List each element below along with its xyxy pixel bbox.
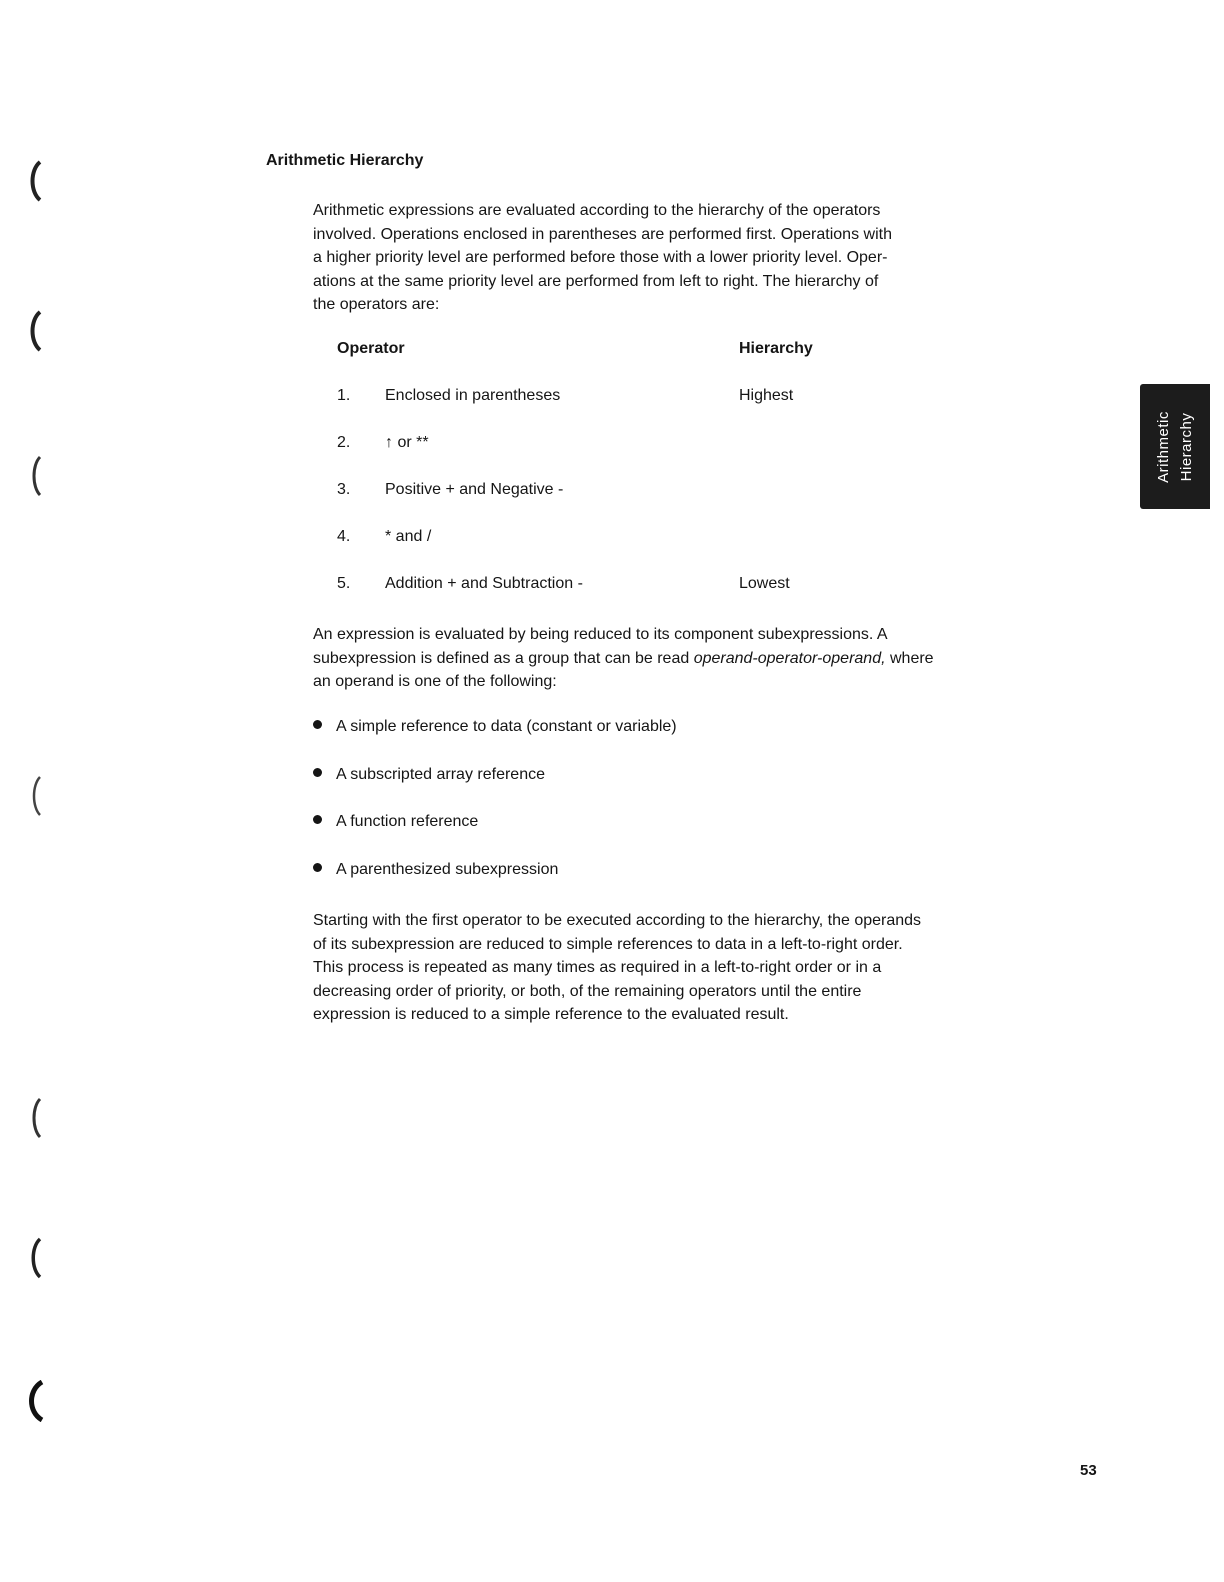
- list-item-text: A function reference: [336, 813, 479, 830]
- closing-line: Starting with the first operator to be executed according to the hierarchy, the operands: [313, 912, 922, 929]
- expression-text: where: [885, 649, 934, 667]
- row-hierarchy: Highest: [739, 387, 794, 404]
- row-number: 5.: [337, 575, 351, 592]
- bullet-icon: [313, 720, 322, 729]
- list-item: [313, 766, 545, 784]
- list-item: [313, 861, 558, 879]
- row-number: 4.: [337, 528, 351, 545]
- intro-line: a higher priority level are performed before those with a lower priority level. Oper-: [313, 249, 888, 267]
- row-operator: * and /: [385, 528, 432, 545]
- list-item-text: A subscripted array reference: [336, 766, 545, 783]
- bullet-icon: [313, 768, 322, 777]
- list-item: [313, 718, 677, 736]
- thumb-tab-label: [1152, 384, 1198, 509]
- intro-paragraph: [313, 199, 1013, 317]
- row-operator: Enclosed in parentheses: [385, 387, 561, 404]
- intro-line: involved. Operations enclosed in parentheses are performed first. Operations with: [313, 225, 892, 243]
- intro-line: the operators are:: [313, 296, 440, 314]
- intro-line: ations at the same priority level are performed from left to right. The hierarchy of: [313, 272, 879, 290]
- binding-mark: [26, 455, 44, 497]
- section-heading: Arithmetic Hierarchy: [266, 152, 424, 169]
- table-row: [337, 575, 857, 599]
- list-item: [313, 813, 478, 831]
- expression-paragraph: [313, 623, 1013, 694]
- closing-line: decreasing order of priority, or both, of the remaining operators until the entire: [313, 982, 862, 1000]
- row-operator: Addition + and Subtraction -: [385, 575, 583, 592]
- bullet-icon: [313, 863, 322, 872]
- row-operator: ↑ or **: [385, 434, 429, 451]
- row-hierarchy: Lowest: [739, 575, 790, 592]
- list-item-text: A parenthesized subexpression: [336, 861, 559, 878]
- table-row: [337, 387, 857, 411]
- table-row: [337, 481, 857, 505]
- closing-line: of its subexpression are reduced to simple references to data in a left-to-right order.: [313, 935, 903, 953]
- page-number: 53: [1080, 1462, 1097, 1479]
- binding-mark: [26, 1380, 44, 1422]
- expression-line: [313, 647, 1013, 671]
- closing-line: This process is repeated as many times as required in a left-to-right order or in a: [313, 959, 882, 977]
- binding-mark: [26, 160, 44, 202]
- bullet-icon: [313, 815, 322, 824]
- expression-line: an operand is one of the following:: [313, 673, 557, 691]
- thumb-tab-line: Arithmetic: [1155, 410, 1172, 483]
- intro-line: Arithmetic expressions are evaluated according to the hierarchy of the operators: [313, 202, 881, 219]
- list-item-text: A simple reference to data (constant or variable): [336, 718, 677, 735]
- table-row: [337, 434, 857, 458]
- row-number: 1.: [337, 387, 351, 404]
- row-number: 2.: [337, 434, 351, 451]
- closing-paragraph: [313, 909, 1013, 1027]
- section-thumb-tab: [1140, 384, 1210, 509]
- binding-mark: [26, 1097, 44, 1139]
- table-row: [337, 528, 857, 552]
- row-number: 3.: [337, 481, 351, 498]
- operator-column-header: Operator: [337, 340, 405, 357]
- closing-line: expression is reduced to a simple reference to the evaluated result.: [313, 1006, 789, 1024]
- italic-term: operand-operator-operand,: [693, 649, 886, 667]
- expression-line: An expression is evaluated by being reduced to its component subexpressions. A: [313, 626, 888, 643]
- expression-text: subexpression is defined as a group that can be read: [313, 649, 694, 667]
- hierarchy-column-header: Hierarchy: [739, 340, 813, 357]
- thumb-tab-line: Hierarchy: [1178, 412, 1195, 481]
- binding-mark: [26, 1237, 44, 1279]
- binding-mark: [26, 775, 44, 817]
- binding-mark: [26, 310, 44, 352]
- row-operator: Positive + and Negative -: [385, 481, 564, 498]
